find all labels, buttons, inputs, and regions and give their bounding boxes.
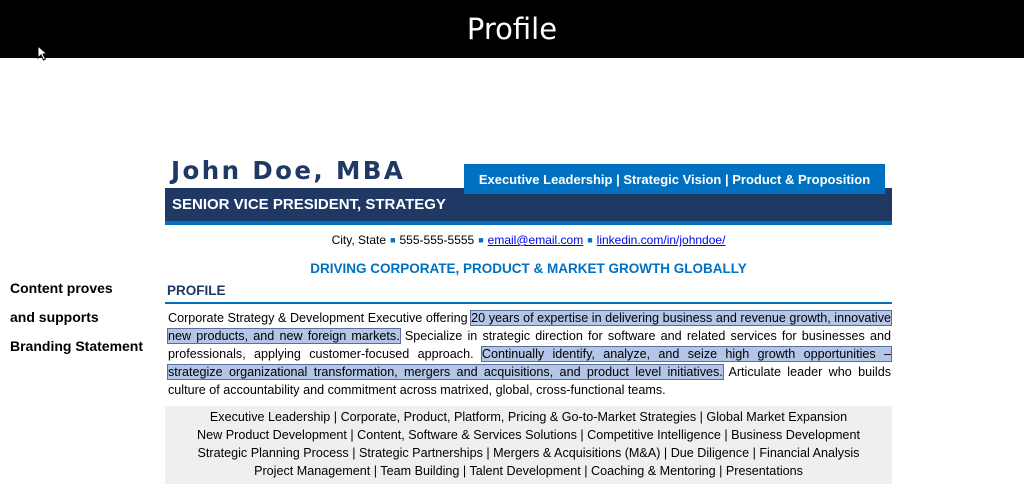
core-competencies bbox=[165, 406, 892, 484]
slide-title-bar bbox=[0, 0, 1024, 58]
bullet-square-icon: ■ bbox=[478, 235, 484, 245]
job-title: SENIOR VICE PRESIDENT, STRATEGY bbox=[172, 196, 446, 213]
annotation-line: Content proves bbox=[10, 280, 113, 296]
competency-line: Strategic Planning Process | Strategic Partnerships | Mergers & Acquisitions (M&A) | Due Diligence | Financial Analysis bbox=[197, 446, 860, 460]
highlighted-text: 20 years of expertise in delivering business and revenue growth, innovative new products, and new foreign markets. bbox=[168, 311, 891, 343]
branding-annotation bbox=[10, 274, 160, 361]
section-divider bbox=[165, 302, 892, 304]
email-link[interactable]: email@email.com bbox=[487, 233, 584, 247]
brand-tags: Executive Leadership | Strategic Vision | Product & Proposition bbox=[478, 171, 871, 187]
bullet-square-icon: ■ bbox=[587, 235, 593, 245]
highlighted-text: Continually identify, analyze, and seize high growth opportunities – strategize organizational transformation, mergers and acquisitions, and product level initiatives. bbox=[168, 347, 891, 379]
cursor-icon bbox=[37, 45, 51, 63]
linkedin-link[interactable]: linkedin.com/in/johndoe/ bbox=[596, 233, 726, 247]
contact-line bbox=[165, 233, 892, 247]
profile-paragraph bbox=[168, 309, 891, 399]
slide-title: Profile bbox=[466, 12, 558, 46]
annotation-line: and supports bbox=[10, 309, 99, 325]
profile-text: Specialize in strategic direction for software and related services for businesses and professionals, applying customer-focused approach. bbox=[168, 329, 891, 361]
bullet-square-icon: ■ bbox=[390, 235, 396, 245]
branding-headline: DRIVING CORPORATE, PRODUCT & MARKET GROWTH GLOBALLY bbox=[310, 261, 747, 276]
competency-line: New Product Development | Content, Software & Services Solutions | Competitive Intelligence | Business Development bbox=[197, 428, 860, 442]
competency-line: Project Management | Team Building | Talent Development | Coaching & Mentoring | Presentations bbox=[254, 464, 803, 478]
contact-location: City, State bbox=[331, 233, 387, 247]
contact-phone: 555-555-5555 bbox=[399, 233, 475, 247]
profile-text: Articulate leader who builds culture of accountability and commitment across matrixed, global, cross-functional teams. bbox=[168, 365, 891, 397]
section-heading: PROFILE bbox=[167, 283, 226, 298]
competency-line: Executive Leadership | Corporate, Product, Platform, Pricing & Go-to-Market Strategies | Global Market Expansion bbox=[209, 410, 848, 424]
annotation-line: Branding Statement bbox=[10, 338, 144, 354]
brand-tags-box bbox=[464, 164, 885, 194]
candidate-name: John Doe, MBA bbox=[171, 156, 406, 185]
profile-text: Corporate Strategy & Development Executive offering bbox=[168, 311, 472, 325]
resume-excerpt bbox=[165, 150, 892, 497]
